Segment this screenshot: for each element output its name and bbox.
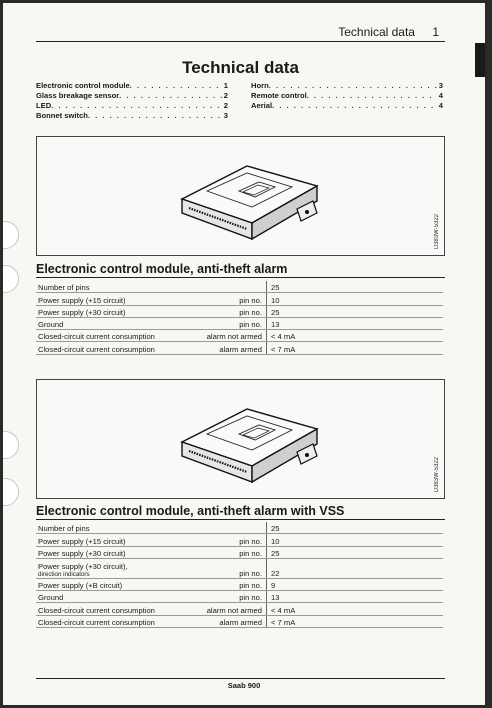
footer-text: Saab 900 — [227, 681, 261, 690]
table-row: Power supply (+15 circuit) pin no. 10 — [36, 293, 443, 305]
manual-page — [3, 3, 485, 705]
header-title: Technical data — [338, 25, 415, 39]
table-row: Closed-circuit current consumption alarm armed < 7 mA — [36, 615, 443, 627]
table-row: Number of pins 25 — [36, 281, 443, 293]
table-row: Ground pin no. 13 — [36, 317, 443, 329]
footer-rule — [36, 678, 445, 679]
page-title: Technical data — [182, 58, 299, 77]
figure-control-module — [36, 136, 445, 256]
table-row: Power supply (+30 circuit) pin no. 25 — [36, 546, 443, 558]
control-module-illustration — [177, 394, 327, 494]
toc-item[interactable]: Glass breakage sensor . . . 2 — [36, 91, 228, 101]
header-rule — [36, 41, 445, 42]
table-row: Number of pins 25 — [36, 522, 443, 534]
toc-item[interactable]: Electronic control module . . . 1 — [36, 81, 228, 91]
running-header — [324, 25, 439, 39]
table-row: Power supply (+30 circuit) pin no. 25 — [36, 305, 443, 317]
header-page-number: 1 — [432, 25, 439, 39]
binder-hole — [3, 221, 19, 249]
section-tab-marker — [475, 43, 485, 77]
binder-hole — [3, 265, 19, 293]
table-row: Closed-circuit current consumption alarm not armed < 4 mA — [36, 603, 443, 615]
table-row: Power supply (+15 circuit) pin no. 10 — [36, 534, 443, 546]
toc-item[interactable]: Horn . . . 3 — [251, 81, 443, 91]
table-row: Power supply (+30 circuit), direction indicators pin no. 22 — [36, 558, 443, 578]
section-title: Electronic control module, anti-theft alarm with VSS — [36, 504, 445, 520]
toc-right — [251, 81, 443, 111]
toc-item[interactable]: Remote control . . . 4 — [251, 91, 443, 101]
table-row: Ground pin no. 13 — [36, 591, 443, 603]
table-row: Power supply (+B circuit) pin no. 9 — [36, 578, 443, 590]
figure-code: D383W-5322 — [434, 213, 440, 249]
toc-left — [36, 81, 228, 121]
toc-item[interactable]: LED . . . 2 — [36, 101, 228, 111]
table-row: Closed-circuit current consumption alarm not armed < 4 mA — [36, 330, 443, 342]
toc-item[interactable]: Bonnet switch . . . 3 — [36, 111, 228, 121]
binder-hole — [3, 478, 19, 506]
figure-control-module-vss — [36, 379, 445, 499]
toc-item[interactable]: Aerial . . . 4 — [251, 101, 443, 111]
spec-table-ecm-vss — [36, 522, 443, 628]
figure-code: D383W-5322 — [434, 456, 440, 492]
control-module-illustration — [177, 151, 327, 251]
binder-hole — [3, 431, 19, 459]
section-title: Electronic control module, anti-theft alarm — [36, 262, 445, 278]
table-row: Closed-circuit current consumption alarm armed < 7 mA — [36, 342, 443, 354]
spec-table-ecm — [36, 281, 443, 355]
